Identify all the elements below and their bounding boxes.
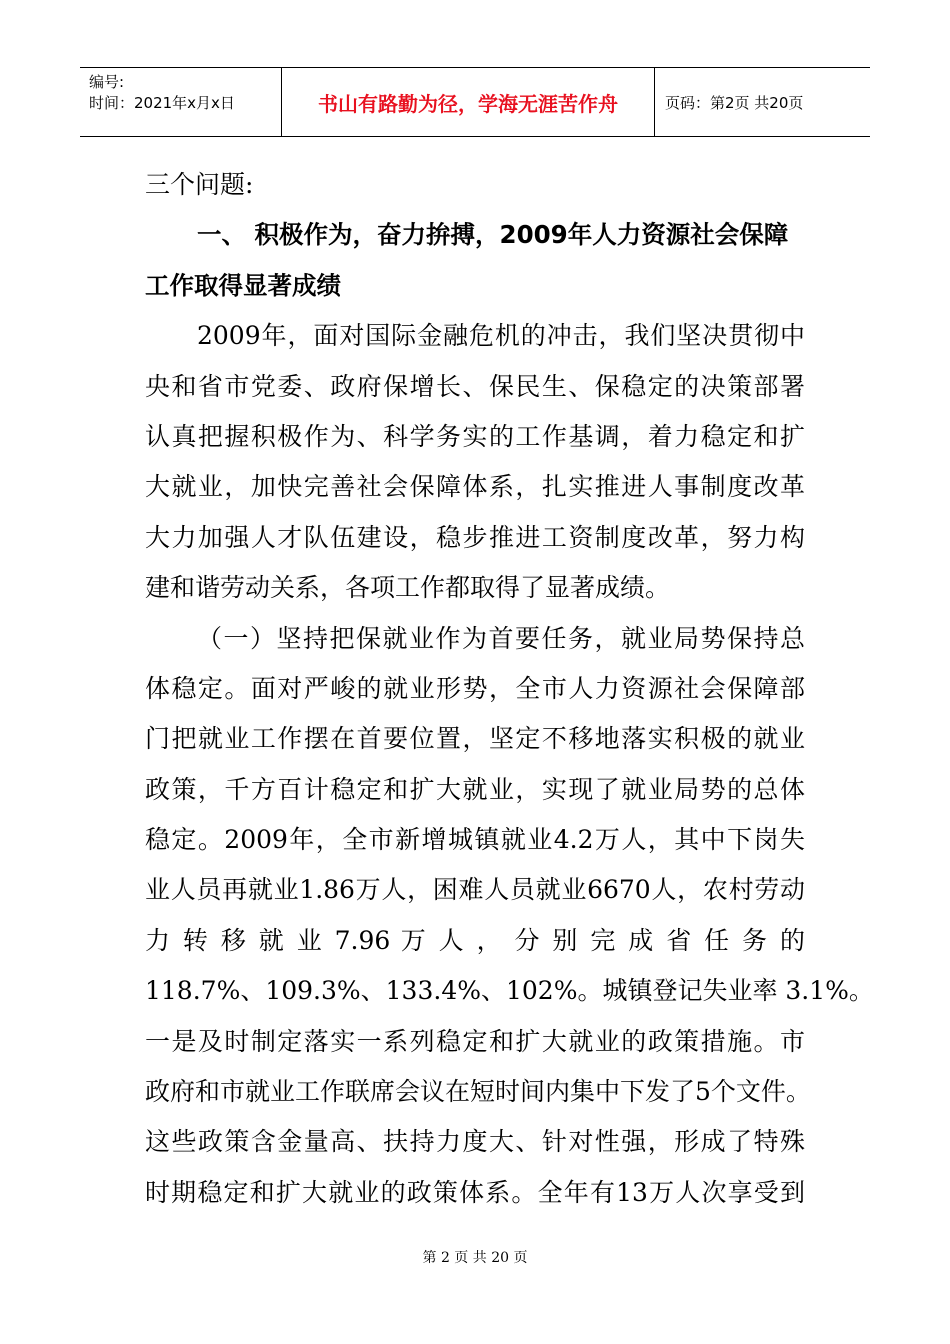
body-line: 政策，千方百计稳定和扩大就业，实现了就业局势的总体 bbox=[145, 774, 805, 804]
body-line: 这些政策含金量高、扶持力度大、针对性强，形成了特殊 bbox=[145, 1127, 805, 1157]
body-line: 央和省市党委、政府保增长、保民生、保稳定的决策部署 bbox=[145, 371, 805, 401]
body-line: 一是及时制定落实一系列稳定和扩大就业的政策措施。市 bbox=[145, 1026, 805, 1056]
header-motto-cell bbox=[281, 68, 655, 136]
header-meta bbox=[80, 68, 281, 136]
body-line: 大力加强人才队伍建设，稳步推进工资制度改革，努力构 bbox=[145, 522, 805, 552]
body-line: 业人员再就业1.86万人，困难人员就业6670人，农村劳动 bbox=[145, 875, 805, 905]
body-line: 2009年，面对国际金融危机的冲击，我们坚决贯彻中 bbox=[197, 321, 805, 351]
document-body bbox=[145, 160, 874, 1218]
body-line: 力 转 移 就 业 7.96 万 人 ， 分 别 完 成 省 任 务 的 bbox=[145, 925, 805, 955]
page-footer: 第 2 页 共 20 页 bbox=[422, 1250, 528, 1266]
body-line: 体稳定。面对严峻的就业形势，全市人力资源社会保障部 bbox=[145, 673, 805, 703]
motto-text: 书山有路勤为径，学海无涯苦作舟 bbox=[318, 91, 618, 116]
document-header bbox=[80, 67, 870, 137]
body-line: 118.7%、109.3%、133.4%、102%。城镇登记失业率 3.1%。 bbox=[145, 976, 874, 1006]
body-line: 稳定。2009年，全市新增城镇就业4.2万人，其中下岗失 bbox=[145, 825, 805, 855]
body-line: 门把就业工作摆在首要位置，坚定不移地落实积极的就业 bbox=[145, 724, 805, 754]
page-info: 页码：第2页 共20页 bbox=[665, 93, 804, 112]
body-line: 建和谐劳动关系，各项工作都取得了显著成绩。 bbox=[145, 573, 671, 603]
section-heading: 一、 积极作为，奋力拚搏，2009年人力资源社会保障 bbox=[197, 220, 789, 250]
section-heading-cont: 工作取得显著成绩 bbox=[145, 270, 341, 300]
date-label: 时间：2021年x月x日 bbox=[89, 94, 235, 112]
doc-number-label: 编号: bbox=[89, 73, 125, 91]
header-page-cell bbox=[655, 68, 870, 136]
body-line: 三个问题: bbox=[145, 170, 254, 199]
body-line: 大就业，加快完善社会保障体系，扎实推进人事制度改革 bbox=[145, 472, 805, 502]
body-line: 认真把握积极作为、科学务实的工作基调，着力稳定和扩 bbox=[145, 421, 805, 451]
body-line: 时期稳定和扩大就业的政策体系。全年有13万人次享受到 bbox=[145, 1177, 805, 1207]
body-line: （一）坚持把保就业作为首要任务，就业局势保持总 bbox=[197, 623, 805, 653]
body-line: 政府和市就业工作联席会议在短时间内集中下发了5个文件。 bbox=[145, 1077, 811, 1107]
